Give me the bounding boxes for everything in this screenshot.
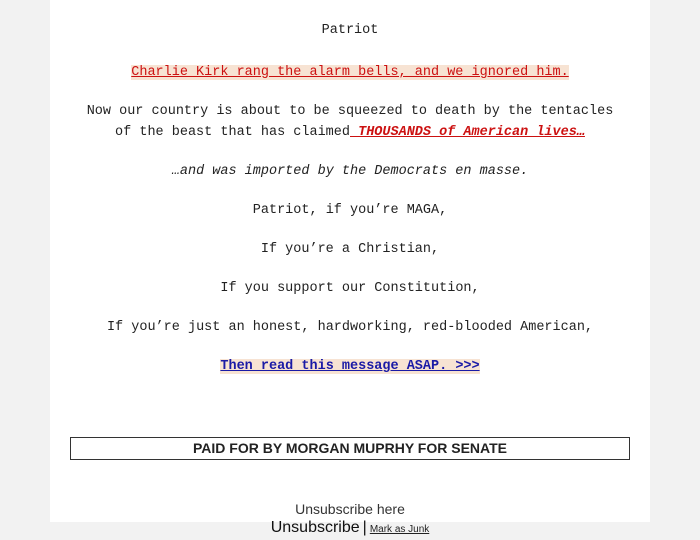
thousands-link[interactable]: THOUSANDS of American lives… [350,125,585,140]
honest-line: If you’re just an honest, hardworking, red-blooded American, [106,320,594,335]
constitution-line: If you support our Constitution, [220,281,480,296]
cta-link[interactable]: Then read this message ASAP. >>> [220,359,480,374]
paragraph-line-1: Now our country is about to be squeezed to death by the tentacles [86,104,614,119]
unsubscribe-here-link[interactable]: Unsubscribe here [295,501,405,517]
imported-line: …and was imported by the Democrats en masse. [171,164,529,179]
footer-separator: | [362,519,367,536]
christian-line: If you’re a Christian, [260,242,440,257]
greeting-text: Patriot [321,23,379,38]
paragraph-line-2-text: of the beast that has claimed [115,125,350,140]
alarm-link[interactable]: Charlie Kirk rang the alarm bells, and we ignored him. [131,65,569,80]
paragraph-line-2 [50,122,650,143]
alarm-line [50,62,650,83]
cta-line [50,356,650,377]
footer-bar [0,519,700,537]
email-body [50,0,650,522]
unsubscribe-link[interactable]: Unsubscribe [270,519,360,536]
paid-for-disclaimer: PAID FOR BY MORGAN MUPRHY FOR SENATE [70,437,630,460]
mark-as-junk-link[interactable]: Mark as Junk [369,524,430,535]
maga-line: Patriot, if you’re MAGA, [252,203,448,218]
